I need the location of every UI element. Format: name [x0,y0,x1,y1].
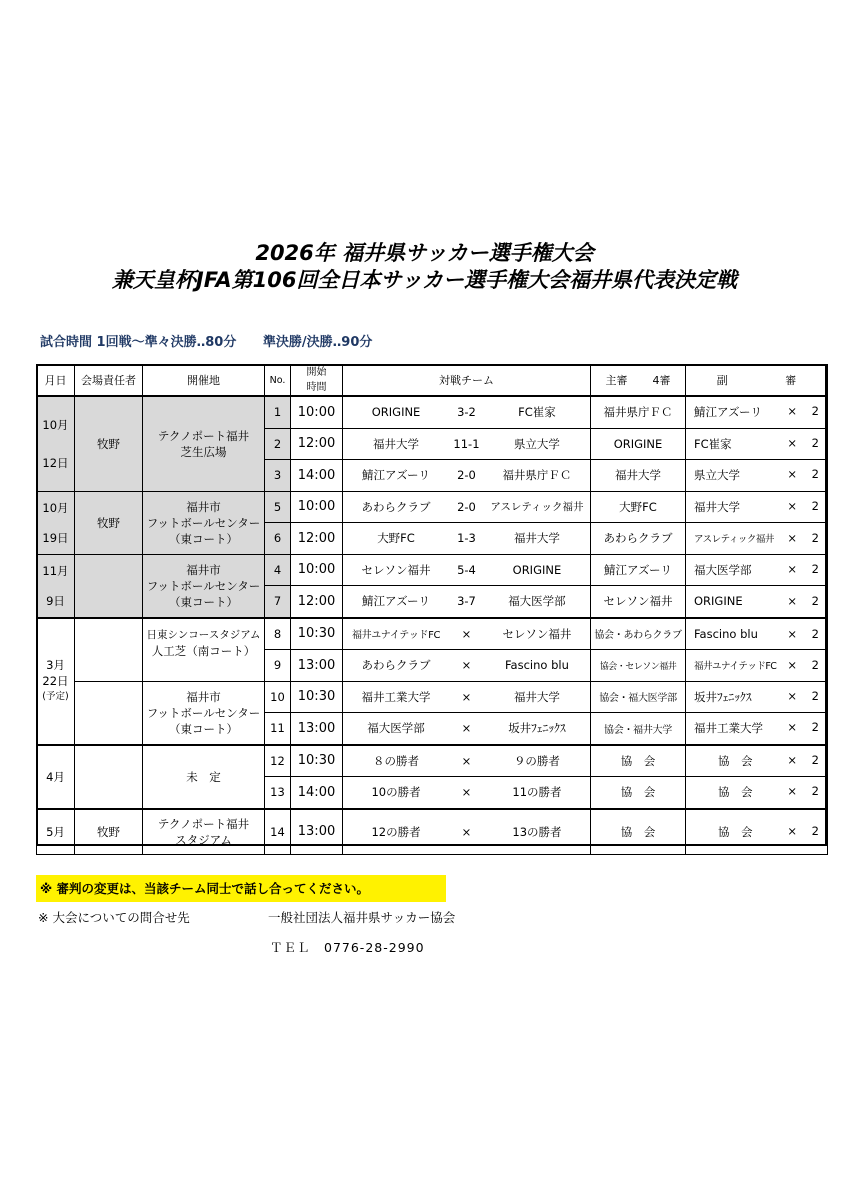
match-no: 2 [265,428,291,460]
assistant-team: 福井工業大学 [694,721,763,736]
start-time: 10:30 [291,681,343,713]
date-month: 10月 [42,417,69,432]
mult-sign: × [787,720,798,735]
date-day: 12日 [42,455,69,470]
match-time-early: 試合時間 1回戦～準々決勝‥80分 [40,335,237,350]
team-a: 福井工業大学 [361,689,431,704]
team-a: 12の勝者 [371,824,421,839]
venue-cell [143,681,265,745]
header-assistant-b: 審 [785,374,797,387]
venue-line: 日東シンコースタジアム [146,628,261,641]
match-no: 11 [265,713,291,745]
team-a: 鯖江アズーリ [362,594,430,609]
manager-cell [75,681,143,745]
header-manager: 会場責任者 [75,365,143,397]
referee-cell: 福井県庁ＦＣ [591,396,686,428]
assistant-cell [686,523,828,555]
date-cell [37,618,75,745]
title-line-2: 兼天皇杯JFA第106回全日本サッカー選手権大会福井県代表決定戦 [111,268,738,292]
team-a: 福井ユナイテッドFC [352,630,441,642]
assistant-team: 福井ユナイテッドFC [694,661,777,673]
referee-cell: 協会・福大医学部 [591,681,686,713]
assistant-count: 2 [811,561,819,576]
header-assistant [686,365,828,397]
teams-cell [343,650,591,682]
referee-cell: 大野FC [591,491,686,523]
venue-cell: 未 定 [143,745,265,809]
header-teams: 対戦チーム [343,365,591,397]
teams-cell [343,745,591,777]
vs-sign: × [461,626,472,641]
date-month: 10月 [42,500,69,515]
mult-sign: × [787,658,798,673]
assistant-count: 2 [811,688,819,703]
mult-sign: × [787,752,798,767]
header-fourth: 4審 [652,374,671,387]
venue-line: （東コート） [169,721,238,736]
mult-sign: × [787,784,798,799]
assistant-team: 坂井ﾌｪﾆｯｸｽ [694,689,752,704]
assistant-cell [686,713,828,745]
referee-cell: 協会・セレソン福井 [591,650,686,682]
referee-cell: あわらクラブ [591,523,686,555]
assistant-cell [686,428,828,460]
assistant-count: 2 [811,823,819,838]
mult-sign: × [787,561,798,576]
assistant-count: 2 [811,752,819,767]
referee-cell: 福井大学 [591,460,686,492]
match-no: 5 [265,491,291,523]
venue-cell [143,491,265,554]
manager-cell [75,554,143,618]
venue-cell [143,618,265,682]
score: 11-1 [453,436,480,451]
date-cell [37,491,75,554]
referee-cell: セレソン福井 [591,586,686,618]
venue-line: テクノポート福井 [157,428,250,443]
match-no: 12 [265,745,291,777]
assistant-team: FC崔家 [694,436,732,451]
assistant-team: 福大医学部 [694,562,752,577]
teams-cell [343,586,591,618]
team-a: ８の勝者 [373,753,420,768]
venue-line: スタジアム [175,832,232,847]
teams-cell [343,460,591,492]
manager-cell: 牧野 [75,396,143,491]
referee-cell: 協 会 [591,777,686,809]
team-b: 福大医学部 [508,594,566,609]
start-time: 10:00 [291,491,343,523]
team-a: あわらクラブ [361,499,431,514]
assistant-team: 協 会 [718,753,753,768]
team-a: セレソン福井 [361,562,431,577]
venue-line: （東コート） [169,594,238,609]
teams-cell [343,523,591,555]
venue-line: 福井市 [186,499,221,514]
assistant-team: 鯖江アズーリ [694,405,762,420]
team-b: 福井県庁ＦＣ [502,468,572,483]
venue-cell [143,809,265,855]
header-no: No. [265,365,291,397]
referee-cell: 協 会 [591,745,686,777]
venue-line: テクノポート福井 [157,816,250,831]
team-b: 福井大学 [513,531,560,546]
venue-cell [143,396,265,491]
score: 2-0 [457,468,476,483]
table-row [37,618,828,650]
teams-cell [343,491,591,523]
mult-sign: × [787,594,798,609]
assistant-team: Fascino blu [694,626,758,641]
assistant-cell [686,745,828,777]
header-venue: 開催地 [143,365,265,397]
venue-line: 福井市 [186,562,221,577]
team-b: Fascino blu [505,658,569,673]
referee-cell: 協 会 [591,809,686,855]
assistant-count: 2 [811,435,819,450]
team-b: ORIGINE [512,562,562,577]
team-a: ORIGINE [371,405,421,420]
start-time: 10:00 [291,554,343,586]
assistant-team: 協 会 [718,785,753,800]
match-no: 6 [265,523,291,555]
table-row [37,681,828,713]
date-day: 22日 [42,674,69,688]
match-no: 7 [265,586,291,618]
assistant-count: 2 [811,784,819,799]
assistant-team: ORIGINE [694,594,743,609]
start-time: 12:00 [291,586,343,618]
teams-cell [343,428,591,460]
start-time: 12:00 [291,523,343,555]
team-a: 福大医学部 [367,721,425,736]
date-month: 3月 [46,658,65,672]
contact-label: ※ 大会についての問合せ先 [38,910,190,925]
contact-tel: ＴＥＬ 0776-28-2990 [270,940,425,955]
assistant-count: 2 [811,498,819,513]
teams-cell [343,396,591,428]
referee-cell: ORIGINE [591,428,686,460]
teams-cell [343,681,591,713]
team-b: FC崔家 [518,405,556,420]
team-a: 10の勝者 [371,785,421,800]
referee-cell: 鯖江アズーリ [591,554,686,586]
score: 3-7 [457,594,476,609]
referee-cell: 協会・あわらクラブ [591,618,686,650]
assistant-cell [686,491,828,523]
manager-cell: 牧野 [75,809,143,855]
score: 5-4 [457,562,476,577]
header-referee [591,365,686,397]
team-a: あわらクラブ [361,658,431,673]
assistant-count: 2 [811,658,819,673]
venue-line: 芝生広場 [180,444,227,459]
assistant-count: 2 [811,626,819,641]
team-a: 鯖江アズーリ [362,468,430,483]
team-b: 県立大学 [513,436,560,451]
venue-line: フットボールセンター [146,578,261,593]
venue-line: フットボールセンター [146,515,261,530]
header-assistant-a: 副 [716,374,728,387]
assistant-cell [686,586,828,618]
title-line-1: 2026年 福井県サッカー選手権大会 [255,241,594,265]
teams-cell [343,554,591,586]
date-day: 9日 [46,593,65,608]
mult-sign: × [787,435,798,450]
mult-sign: × [787,498,798,513]
schedule-table [36,364,828,855]
table-row [37,809,828,855]
start-time: 13:00 [291,650,343,682]
teams-cell [343,777,591,809]
mult-sign: × [787,626,798,641]
assistant-team: 県立大学 [694,468,740,483]
header-start-1: 開始 [306,367,327,378]
team-b: ９の勝者 [513,753,560,768]
start-time: 10:30 [291,618,343,650]
assistant-count: 2 [811,467,819,482]
match-no: 3 [265,460,291,492]
match-time-final: 準決勝/決勝‥90分 [262,335,373,350]
score: 3-2 [457,405,476,420]
assistant-cell [686,554,828,586]
manager-cell [75,745,143,809]
assistant-cell [686,681,828,713]
teams-cell [343,713,591,745]
date-month: 11月 [42,563,69,578]
table-row [37,745,828,777]
header-date: 月日 [37,365,75,397]
header-main-referee: 主審 [605,374,628,387]
date-cell: 5月 [37,809,75,855]
table-row [37,554,828,586]
score: 2-0 [457,499,476,514]
mult-sign: × [787,467,798,482]
assistant-team: 協 会 [718,824,753,839]
assistant-cell [686,777,828,809]
header-row [37,365,828,397]
start-time: 10:30 [291,745,343,777]
team-b: セレソン福井 [502,626,572,641]
match-no: 13 [265,777,291,809]
assistant-cell [686,809,828,855]
venue-cell [143,554,265,618]
assistant-cell [686,460,828,492]
team-b: アスレティック福井 [490,501,584,514]
vs-sign: × [461,689,472,704]
table-row [37,396,828,428]
date-cell: 4月 [37,745,75,809]
manager-cell: 牧野 [75,491,143,554]
match-no: 10 [265,681,291,713]
team-b: 坂井ﾌｪﾆｯｸｽ [508,721,566,736]
vs-sign: × [461,753,472,768]
start-time: 10:00 [291,396,343,428]
team-b: 13の勝者 [512,824,562,839]
match-time-info [40,331,394,350]
date-note: (予定) [42,691,69,702]
date-day: 19日 [42,530,69,545]
venue-line: 福井市 [186,689,221,704]
vs-sign: × [461,658,472,673]
match-no: 1 [265,396,291,428]
assistant-team: アスレティック福井 [694,534,774,546]
venue-line: 人工芝（南コート） [151,643,256,658]
assistant-cell [686,396,828,428]
mult-sign: × [787,823,798,838]
team-a: 大野FC [377,531,415,546]
team-b: 11の勝者 [512,785,562,800]
score: 1-3 [457,531,476,546]
header-start-2: 時間 [306,382,327,393]
assistant-cell [686,618,828,650]
team-b: 福井大学 [513,689,560,704]
start-time: 14:00 [291,460,343,492]
vs-sign: × [461,824,472,839]
manager-cell [75,618,143,682]
start-time: 13:00 [291,713,343,745]
start-time: 12:00 [291,428,343,460]
assistant-count: 2 [811,720,819,735]
date-cell [37,554,75,618]
teams-cell [343,809,591,855]
referee-cell: 協会・福井大学 [591,713,686,745]
table-row [37,491,828,523]
contact-organization: 一般社団法人福井県サッカー協会 [268,910,456,925]
venue-line: フットボールセンター [146,705,261,720]
teams-cell [343,618,591,650]
match-no: 8 [265,618,291,650]
mult-sign: × [787,531,798,546]
start-time: 14:00 [291,777,343,809]
referee-change-note: ※ 審判の変更は、当該チーム同士で話し合ってください。 [36,875,446,902]
assistant-team: 福井大学 [694,499,740,514]
vs-sign: × [461,785,472,800]
start-time: 13:00 [291,809,343,855]
mult-sign: × [787,404,798,419]
assistant-cell [686,650,828,682]
assistant-count: 2 [811,404,819,419]
match-no: 4 [265,554,291,586]
mult-sign: × [787,688,798,703]
assistant-count: 2 [811,594,819,609]
team-a: 福井大学 [373,436,420,451]
venue-line: （東コート） [169,531,238,546]
match-no: 14 [265,809,291,855]
vs-sign: × [461,721,472,736]
match-no: 9 [265,650,291,682]
header-start [291,365,343,397]
assistant-count: 2 [811,531,819,546]
date-cell [37,396,75,491]
